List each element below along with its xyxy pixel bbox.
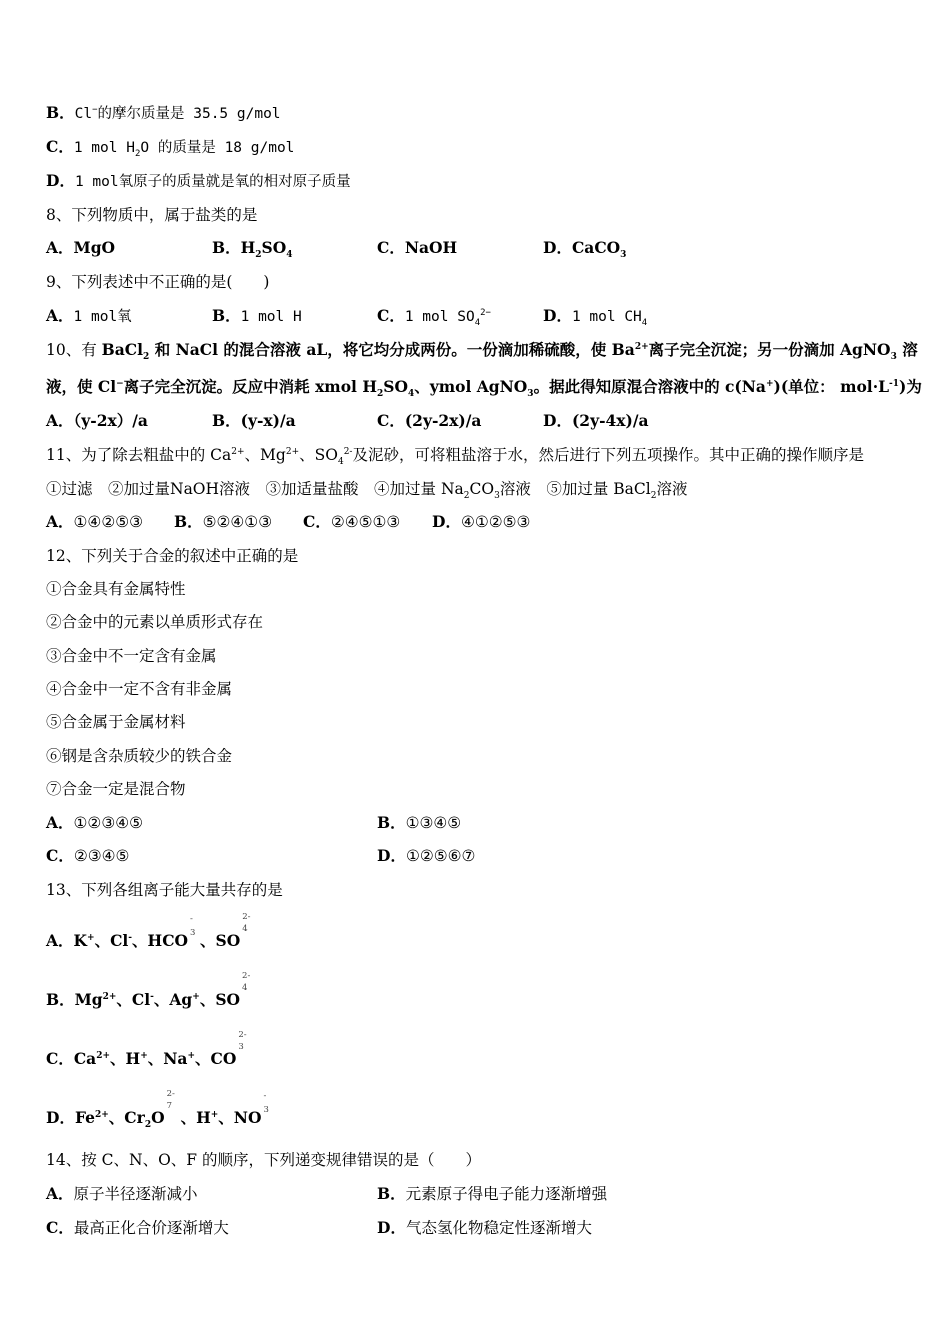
- q10-stem-line1: 10、有 BaCl$_2$ 和 NaCl 的混合溶液 aL，将它均分成两份。一份滴加稀硫酸，使 $Ba^{2+}$离子完全沉淀；另一份滴加 AgNO$_3$ 溶: [46, 340, 918, 363]
- q9-option-a: A．1 mol氧: [46, 306, 132, 325]
- q12-item: ⑦合金一定是混合物: [46, 780, 186, 798]
- q14-stem: 14、按 C、N、O、F 的顺序，下列递变规律错误的是（ ）: [46, 1151, 481, 1169]
- q8-stem: 8、下列物质中，属于盐类的是: [46, 206, 258, 224]
- q14-option-a: A．原子半径逐渐减小: [46, 1184, 198, 1203]
- q8-option-b: B．$H_2SO_4$: [212, 238, 293, 261]
- q10-option-a: A．（y-2x）/a: [46, 411, 148, 430]
- q12-item: ③合金中不一定含有金属: [46, 647, 217, 665]
- q10-option-c: C．(2y-2x)/a: [377, 411, 482, 430]
- q9-option-b: B．1 mol H: [212, 306, 302, 325]
- q7-option-d: D．1 mol氧原子的质量就是氧的相对原子质量: [46, 171, 351, 190]
- q9-stem: 9、下列表述中不正确的是( ): [46, 273, 270, 291]
- q7-option-b: B．Cl−的摩尔质量是 35.5 g/mol: [46, 103, 281, 122]
- q12-item: ⑤合金属于金属材料: [46, 713, 186, 731]
- q13-option-d: D．$Fe^{2+}$、$Cr_2O$ 2- 7 、H+、NO - 3: [46, 1089, 269, 1131]
- q12-option-c: C．②③④⑤: [46, 846, 130, 865]
- q13-option-b: B．$Mg^{2+}$、Cl-、Ag+、SO 2- 4: [46, 971, 251, 1009]
- q11-stem: 11、为了除去粗盐中的 $Ca^{2+}$、$Mg^{2+}$、$SO_4^{2-}$及泥砂，可将粗盐溶于水，然后进行下列五项操作。其中正确的操作顺序是: [46, 446, 864, 468]
- q10-option-d: D．(2y-4x)/a: [543, 411, 649, 430]
- q9-option-d: D．1 mol $CH_4$: [543, 306, 648, 328]
- q11-option-a: A．①④②⑤③: [46, 512, 144, 531]
- q11-operations: ①过滤 ②加过量NaOH溶液 ③加适量盐酸 ④加过量 $Na_2CO_3$溶液 ⑤加过量 BaCl$_2$溶液: [46, 480, 688, 502]
- q11-option-c: C．②④⑤①③: [303, 512, 401, 531]
- q13-stem: 13、下列各组离子能大量共存的是: [46, 881, 283, 899]
- q14-option-c: C．最高正化合价逐渐增大: [46, 1218, 229, 1237]
- q9-option-c: C．1 mol $SO_4^{2-}$: [377, 306, 491, 328]
- q10-stem-line2: 液，使 Cl−离子完全沉淀。反应中消耗 xmol $H_2SO_4$、ymol AgNO$_3$。据此得知原混合溶液中的 c(Na+)(单位： $mol\cdot L^{-1}$)为: [46, 377, 922, 400]
- q12-item: ①合金具有金属特性: [46, 580, 186, 598]
- q11-option-d: D．④①②⑤③: [432, 512, 531, 531]
- q14-option-d: D．气态氢化物稳定性逐渐增大: [377, 1218, 592, 1237]
- q7-option-c: C．1 mol $H_2O$ 的质量是 18 g/mol: [46, 137, 295, 159]
- q13-option-a: A．K+、Cl-、HCO - 3 、SO 2- 4: [46, 912, 251, 950]
- q8-option-a: A．MgO: [46, 238, 116, 257]
- q13-option-c: C．$Ca^{2+}$、H+、Na+、CO 2- 3: [46, 1030, 247, 1068]
- q12-item: ④合金中一定不含有非金属: [46, 680, 233, 698]
- q12-stem: 12、下列关于合金的叙述中正确的是: [46, 547, 299, 565]
- q12-option-d: D．①②⑤⑥⑦: [377, 846, 476, 865]
- q12-item: ②合金中的元素以单质形式存在: [46, 613, 264, 631]
- q14-option-b: B．元素原子得电子能力逐渐增强: [377, 1184, 608, 1203]
- q12-item: ⑥钢是含杂质较少的铁合金: [46, 747, 233, 765]
- q10-option-b: B．(y-x)/a: [212, 411, 296, 430]
- q11-option-b: B．⑤②④①③: [174, 512, 273, 531]
- q12-option-a: A．①②③④⑤: [46, 813, 144, 832]
- q8-option-d: D．CaCO$_3$: [543, 238, 627, 261]
- q12-option-b: B．①③④⑤: [377, 813, 462, 832]
- q8-option-c: C．NaOH: [377, 238, 458, 257]
